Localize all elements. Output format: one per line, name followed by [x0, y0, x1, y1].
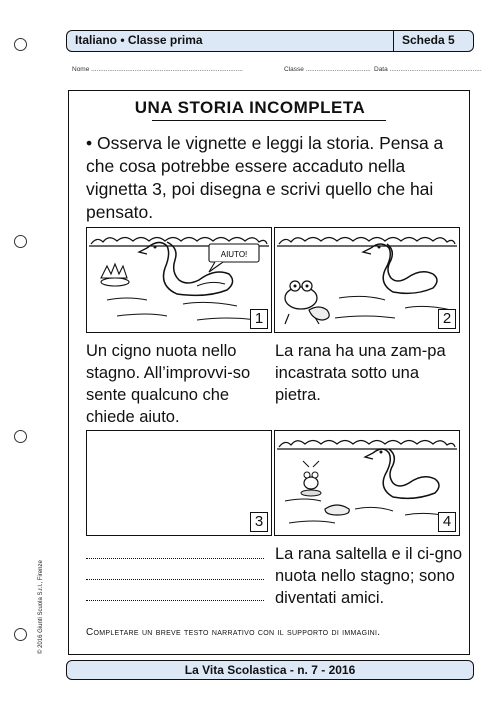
field-name-label: Nome	[72, 66, 90, 73]
writing-line[interactable]	[86, 600, 264, 601]
comic-panel-4	[274, 430, 460, 536]
friends-illustration	[275, 431, 459, 535]
panel-number: 3	[250, 512, 268, 532]
panel-2-caption: La rana ha una zam-pa incastrata sotto una pietra.	[275, 342, 446, 404]
field-class-label: Classe	[284, 66, 304, 73]
panel-4-caption: La rana saltella e il ci-gno nuota nello stagno; sono diventati amici.	[275, 545, 463, 607]
header-sheet: Scheda 5	[402, 33, 455, 47]
swan-alone-illustration	[87, 228, 271, 332]
field-date-label: Data	[374, 66, 388, 73]
frog-stuck-illustration	[275, 228, 459, 332]
footer-bar: La Vita Scolastica - n. 7 - 2016	[66, 660, 474, 680]
comic-panel-2	[274, 227, 460, 333]
binder-hole	[14, 430, 27, 443]
writing-line[interactable]	[86, 579, 264, 580]
title-underline	[152, 120, 386, 121]
binder-hole	[14, 628, 27, 641]
panel-number: 1	[250, 309, 268, 329]
footnote: Completare un breve testo narrativo con il supporto di immagini.	[86, 627, 381, 638]
comic-panel-1	[86, 227, 272, 333]
header-divider	[393, 30, 394, 52]
binder-hole	[14, 38, 27, 51]
panel-1-caption: Un cigno nuota nello stagno. All’improvvi-so sente qualcuno che chiede aiuto.	[86, 342, 251, 426]
page-title: UNA STORIA INCOMPLETA	[134, 98, 366, 117]
panel-number: 4	[438, 512, 456, 532]
writing-line[interactable]	[86, 558, 264, 559]
speech-bubble-text: AIUTO!	[220, 250, 248, 259]
instructions: • Osserva le vignette e leggi la storia. Pensa a che cosa potrebbe essere accaduto nella vignetta 3, poi disegna e scrivi quello che hai pensato.	[86, 133, 444, 222]
header-subject: Italiano • Classe prima	[75, 33, 203, 47]
binder-hole	[14, 235, 27, 248]
panel-number: 2	[438, 309, 456, 329]
comic-panel-3-drawing-area[interactable]	[86, 430, 272, 536]
copyright: © 2016 Giunti Scuola S.r.l., Firenze	[38, 560, 44, 654]
